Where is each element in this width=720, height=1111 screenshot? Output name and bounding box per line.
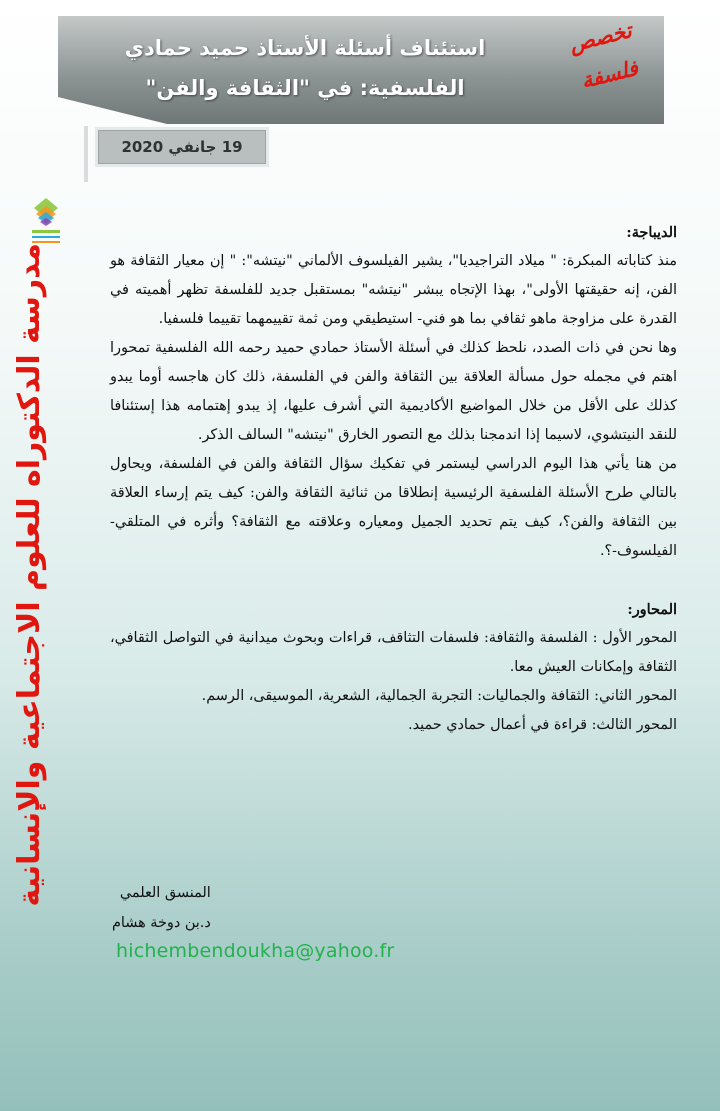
section-spacer — [110, 566, 677, 595]
date-divider — [84, 126, 88, 182]
coordinator-block — [112, 878, 211, 938]
title-line-2: الفلسفية: في "الثقافة والفن" — [145, 76, 465, 100]
specialty-line-1: تخصص — [566, 17, 635, 57]
date-badge: 19 جانفي 2020 — [98, 130, 266, 164]
preamble-heading: الديباجة: — [626, 224, 677, 241]
title-line-1: استئناف أسئلة الأستاذ حميد حمادي — [124, 36, 486, 60]
side-title — [4, 243, 54, 907]
axis-item-3: المحور الثالث: قراءة في أعمال حمادي حميد. — [408, 717, 677, 733]
preamble-paragraph-2: وها نحن في ذات الصدد، نلحظ كذلك في أسئلة الأستاذ حمادي حميد رحمه الله الفلسفية تمحورا اهتم في مجمله حول مسألة العلاقة بين الثقافة والفن في الفلسفة، ذلك كان هاجسه أوما يبدو كذلك على الأقل من خلال المواضيع الأكاديمية التي أشرف عليها، إذ يبدو إهتمامه هذا إستئنافا للنقد النيتشوي، لاسيما إذا اندمجنا بذلك مع التصور الخارق "نيتشه" السالف الذكر. — [110, 340, 677, 443]
axes-heading: المحاور: — [627, 601, 677, 618]
coordinator-email-link[interactable]: hichembendoukha@yahoo.fr — [116, 940, 395, 962]
axis-item-1: المحور الأول : الفلسفة والثقافة: فلسفات التثاقف، قراءات وبحوث ميدانية في التواصل الثقافي، الثقافة وإمكانات العيش معا. — [110, 630, 677, 675]
coordinator-role: المنسق العلمي — [119, 885, 211, 901]
page-title — [110, 28, 500, 108]
specialty-line-2: فلسفة — [578, 54, 641, 94]
axis-item-2: المحور الثاني: الثقافة والجماليات: التجربة الجمالية، الشعرية، الموسيقى، الرسم. — [201, 688, 677, 704]
side-title-text: مدرسة الدكتوراه للعلوم الاجتماعية والإنسانية — [11, 243, 47, 907]
document-body — [110, 218, 677, 740]
preamble-paragraph-3: من هنا يأتي هذا اليوم الدراسي ليستمر في تفكيك سؤال الثقافة والفن في الفلسفة، ويحاول بالتالي طرح الأسئلة الفلسفية الرئيسية إنطلاقا من ثنائية الثقافة والفن: كيف يتم إرساء العلاقة بين الثقافة والفن؟، كيف يتم تحديد الجميل ومعياره وعلاقته مع الثقافة؟ وأثره في المتلقي- الفيلسوف-؟. — [110, 456, 677, 559]
doctoral-school-logo-icon — [28, 196, 64, 248]
coordinator-name: د.بن دوخة هشام — [112, 915, 211, 931]
preamble-paragraph-1: منذ كتاباته المبكرة: " ميلاد التراجيديا"، يشير الفيلسوف الألماني "نيتشه": " إن معيار الثقافة هو الفن، إنه حقيقتها الأولى"، بهذا الإتجاه يبشر "نيتشه" بمستقبل جديد للفلسفة تظهر أهميته في القدرة على مزاوجة ماهو ثقافي بما هو فني- استيطيقي ومن ثمة تقييمهما تقييما فلسفيا. — [110, 253, 677, 327]
